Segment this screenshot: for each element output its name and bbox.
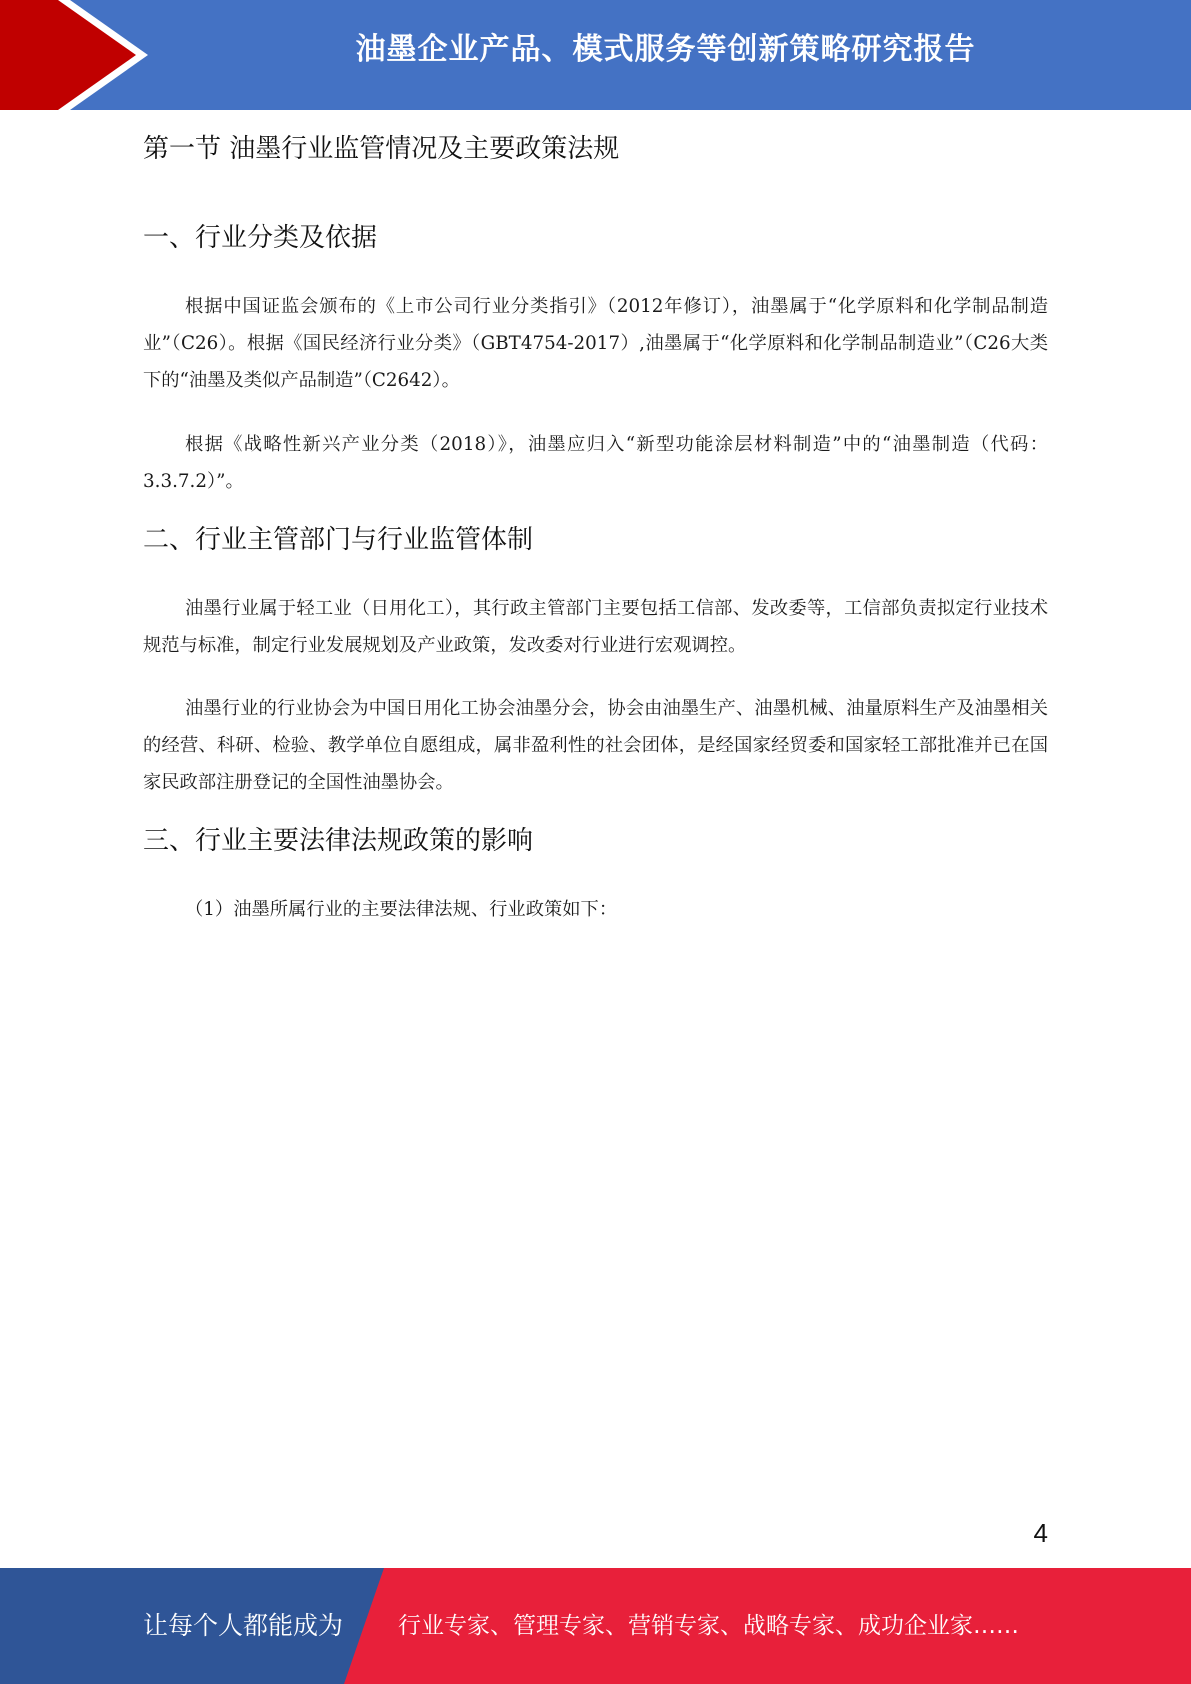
paragraph-authorities: 油墨行业属于轻工业（日用化工），其行政主管部门主要包括工信部、发改委等，工信部负责拟定行业技术规范与标准，制定行业发展规划及产业政策，发改委对行业进行宏观调控。 (143, 598, 1048, 656)
report-title: 油墨企业产品、模式服务等创新策略研究报告 (355, 32, 976, 67)
paragraph-classification-basis: 根据中国证监会颁布的《上市公司行业分类指引》（2012年修订），油墨属于“化学原料和化学制品制造业”（C26）。根据《国民经济行业分类》（GBT4754-2017）,油墨属于“化学原料和化学制品制造业”（C26大类下的“油墨及类似产品制造”（C2642）。 (143, 296, 1048, 391)
section-title: 第一节 油墨行业监管情况及主要政策法规 (143, 134, 620, 164)
heading-industry-classification: 一、行业分类及依据 (143, 223, 378, 253)
paragraph-laws-list-intro: （1）油墨所属行业的主要法律法规、行业政策如下： (185, 899, 618, 920)
page-number: 4 (1033, 1518, 1048, 1548)
footer-banner (0, 1568, 1191, 1684)
paragraph-industry-association: 油墨行业的行业协会为中国日用化工协会油墨分会，协会由油墨生产、油墨机械、油量原料生产及油墨相关的经营、科研、检验、教学单位自愿组成，属非盈利性的社会团体，是经国家经贸委和国家轻工部批准并已在国家民政部注册登记的全国性油墨协会。 (143, 698, 1048, 793)
header-banner (0, 0, 1191, 110)
heading-regulatory-authorities: 二、行业主管部门与行业监管体制 (143, 525, 534, 555)
heading-laws-policies: 三、行业主要法律法规政策的影响 (143, 826, 534, 856)
footer-roles: 行业专家、管理专家、营销专家、战略专家、成功企业家…… (398, 1613, 1019, 1639)
paragraph-strategic-classification: 根据《战略性新兴产业分类（2018）》，油墨应归入“新型功能涂层材料制造”中的“油墨制造（代码：3.3.7.2）”。 (143, 434, 1048, 492)
footer-slogan: 让每个人都能成为 (143, 1611, 344, 1640)
